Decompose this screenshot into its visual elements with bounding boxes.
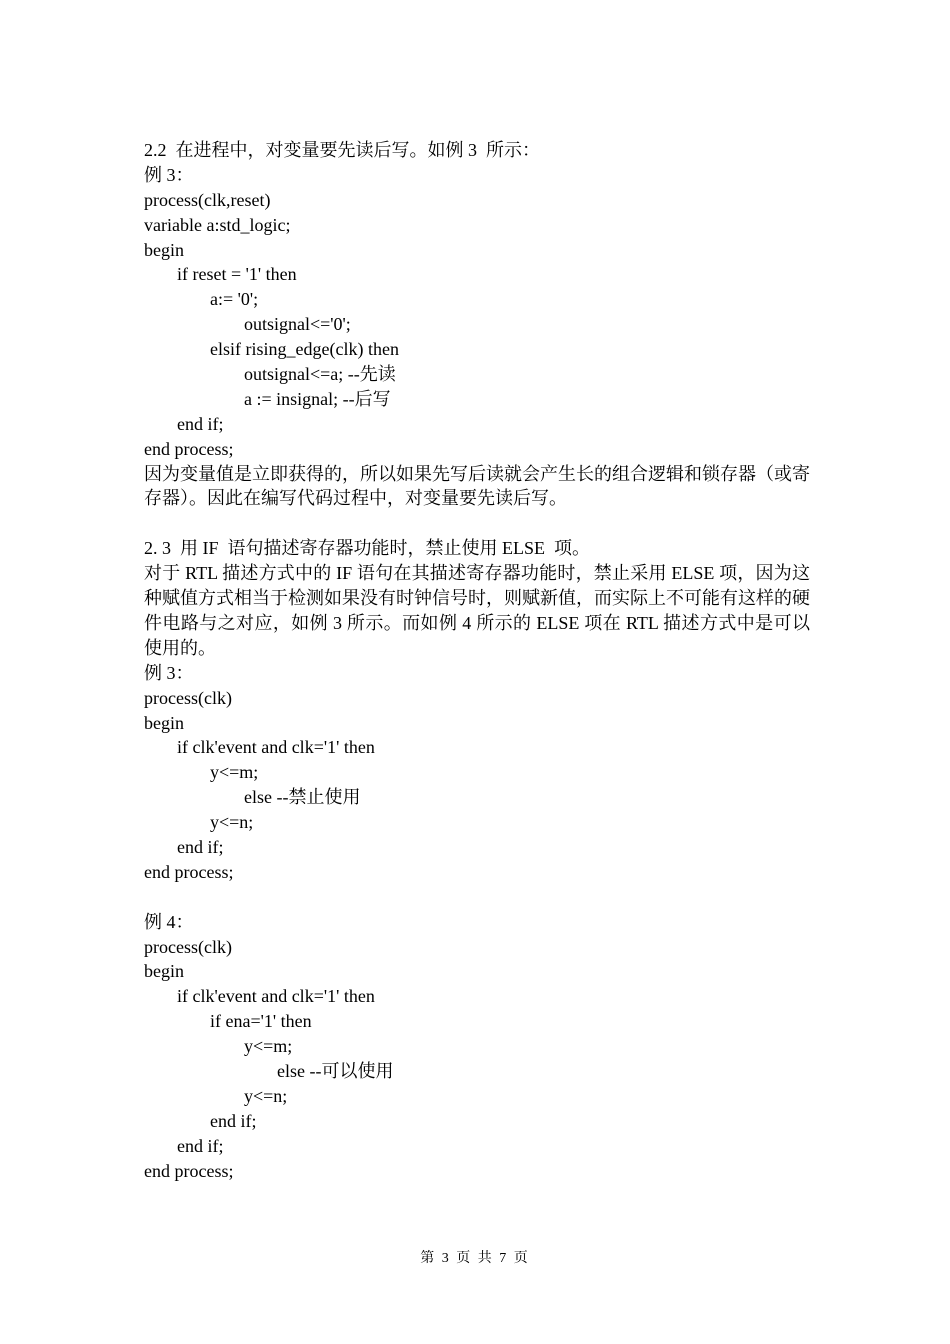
code-line: begin	[144, 712, 184, 733]
explanation-paragraph: 因为变量值是立即获得的，所以如果先写后读就会产生长的组合逻辑和锁存器（或寄存器）。因此在编写代码过程中，对变量要先读后写。	[144, 463, 810, 509]
code-line: if ena='1' then	[210, 1011, 312, 1032]
code-line: begin	[144, 239, 184, 260]
code-line: y<=n;	[210, 812, 254, 833]
code-line: outsignal<=a; --先读	[244, 364, 396, 385]
code-line: end if;	[177, 837, 224, 858]
page-content	[144, 138, 810, 1184]
code-line: end process;	[144, 861, 234, 882]
code-line: end if;	[177, 1135, 224, 1156]
code-line: end process;	[144, 1160, 234, 1181]
section-heading: 2. 3 用 IF 语句描述寄存器功能时，禁止使用 ELSE 项。	[144, 538, 590, 559]
spacer	[144, 885, 810, 910]
code-line: end process;	[144, 438, 234, 459]
code-line: else --可以使用	[277, 1061, 394, 1082]
code-line: else --禁止使用	[244, 787, 361, 808]
code-line: a:= '0';	[210, 289, 259, 310]
code-line: if clk'event and clk='1' then	[177, 986, 375, 1007]
code-line: if reset = '1' then	[177, 264, 297, 285]
section-heading: 2.2 在进程中，对变量要先读后写。如例 3 所示：	[144, 140, 540, 160]
example-label: 例 3：	[144, 662, 194, 683]
code-line: y<=m;	[210, 762, 259, 783]
page-number-footer: 第 3 页 共 7 页	[420, 1251, 530, 1266]
code-line: process(clk,reset)	[144, 189, 271, 210]
code-line: if clk'event and clk='1' then	[177, 737, 375, 758]
code-line: process(clk)	[144, 687, 232, 708]
code-line: elsif rising_edge(clk) then	[210, 339, 399, 360]
code-line: process(clk)	[144, 936, 232, 957]
example-label: 例 4：	[144, 911, 194, 932]
code-line: outsignal<='0';	[244, 314, 351, 335]
code-line: y<=m;	[244, 1036, 293, 1057]
code-line: begin	[144, 961, 184, 982]
code-line: y<=n;	[244, 1085, 288, 1106]
body-paragraph: 对于 RTL 描述方式中的 IF 语句在其描述寄存器功能时，禁止采用 ELSE 项，因为这种赋值方式相当于检测如果没有时钟信号时，则赋新值，而实际上不可能有这样的硬件电路与之对应，如例 3 所示。而如例 4 所示的 ELSE 项在 RTL 描述方式中是可以使用的。	[144, 563, 810, 658]
code-line: variable a:std_logic;	[144, 214, 291, 235]
example-label: 例 3：	[144, 164, 194, 185]
code-line: end if;	[177, 413, 224, 434]
spacer	[144, 511, 810, 536]
code-line: end if;	[210, 1110, 257, 1131]
code-line: a := insignal; --后写	[244, 388, 391, 409]
